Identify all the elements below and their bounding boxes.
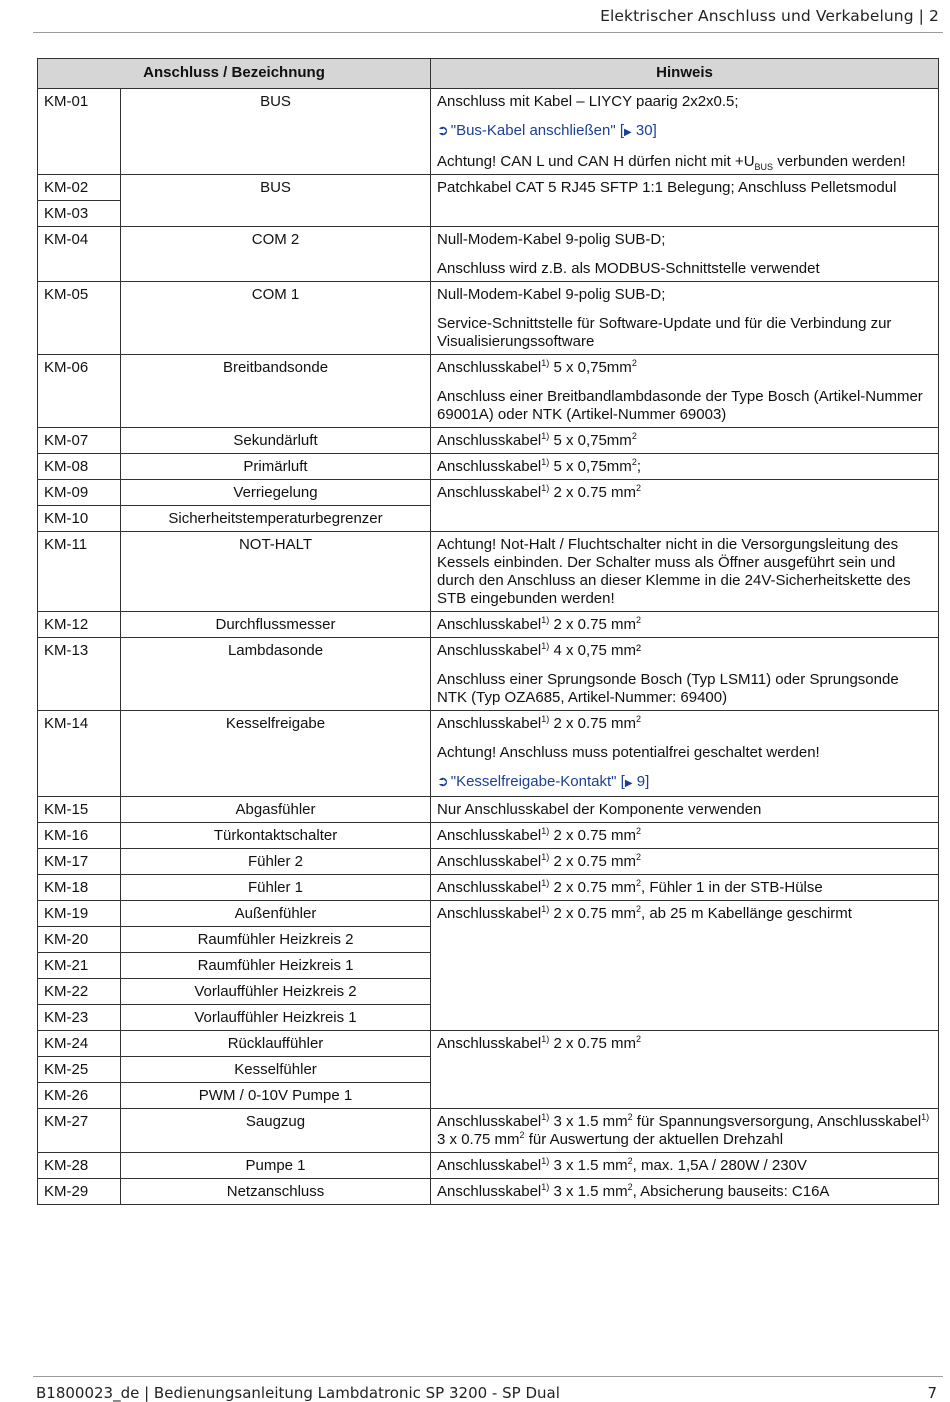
terminal-note: Anschlusskabel$^{1)}$ 2 x 0.75 $mm^2$ xyxy=(431,612,939,638)
note-line: Achtung! Anschluss muss potentialfrei geschaltet werden! xyxy=(437,744,820,761)
cross-reference[interactable]: ➲ "Kesselfreigabe-Kontakt" [▶ 9] xyxy=(437,773,650,790)
terminal-name: Fühler 2 xyxy=(121,849,431,875)
terminal-id: KM-04 xyxy=(38,227,121,282)
terminal-id: KM-28 xyxy=(38,1153,121,1179)
terminal-id: KM-11 xyxy=(38,532,121,612)
terminal-id: KM-21 xyxy=(38,953,121,979)
terminal-name: COM 2 xyxy=(121,227,431,282)
terminal-name: Lambdasonde xyxy=(121,638,431,711)
document-title: B1800023_de | Bedienungsanleitung Lambdatronic SP 3200 - SP Dual xyxy=(36,1384,560,1402)
table-row xyxy=(38,875,939,901)
terminal-id: KM-01 xyxy=(38,89,121,175)
note-line: Anschlusskabel$^{1)}$ 4 x 0,75 mm² xyxy=(437,641,641,659)
reference-link[interactable]: "Bus-Kabel anschließen" xyxy=(450,122,616,139)
terminal-note: Achtung! Not-Halt / Fluchtschalter nicht in die Versorgungsleitung des Kessels einbinden. Der Schalter muss als Öffner ausgeführt sein und durch den Anschluss an dieser Klemme in die 24V-Sicherheitskette des STB eingebunden werden! xyxy=(431,532,939,612)
reference-link[interactable]: "Kesselfreigabe-Kontakt" xyxy=(450,773,617,790)
terminal-note: Anschlusskabel$^{1)}$ 3 x 1.5 $mm^2$ für Spannungsversorgung, Anschlusskabel$^{1)}$ 3 x 0.75 $mm^2$ für Auswertung der aktuellen Drehzahl xyxy=(431,1109,939,1153)
terminal-id: KM-29 xyxy=(38,1179,121,1205)
terminal-note: Anschlusskabel$^{1)}$ 2 x 0.75 $mm^2$ xyxy=(431,480,939,532)
terminal-note xyxy=(431,711,939,797)
terminal-id: KM-07 xyxy=(38,428,121,454)
arrow-right-icon: ➲ xyxy=(437,123,449,139)
terminal-name: BUS xyxy=(121,175,431,227)
note-line: Null-Modem-Kabel 9-polig SUB-D; xyxy=(437,231,666,248)
table-row xyxy=(38,901,939,927)
reference-page: 30 xyxy=(635,122,653,139)
table-row xyxy=(38,532,939,612)
terminal-id: KM-19 xyxy=(38,901,121,927)
terminal-note xyxy=(431,227,939,282)
table-row xyxy=(38,1179,939,1205)
column-header-connection: Anschluss / Bezeichnung xyxy=(38,59,431,89)
terminal-name: Rücklauffühler xyxy=(121,1031,431,1057)
terminal-id: KM-25 xyxy=(38,1057,121,1083)
terminal-name: Türkontaktschalter xyxy=(121,823,431,849)
cross-reference[interactable]: ➲ "Bus-Kabel anschließen" [▶ 30] xyxy=(437,122,657,139)
terminal-name: Kesselfühler xyxy=(121,1057,431,1083)
terminal-id: KM-06 xyxy=(38,355,121,428)
terminal-note: Anschlusskabel$^{1)}$ 3 x 1.5 $mm^2$, max. 1,5A / 280W / 230V xyxy=(431,1153,939,1179)
note-line: Anschlusskabel$^{1)}$ 2 x 0.75 $mm^2$ xyxy=(437,714,641,732)
terminal-name: Abgasfühler xyxy=(121,797,431,823)
terminal-id: KM-03 xyxy=(38,201,121,227)
terminal-id: KM-18 xyxy=(38,875,121,901)
terminal-id: KM-20 xyxy=(38,927,121,953)
column-header-note: Hinweis xyxy=(431,59,939,89)
terminal-id: KM-26 xyxy=(38,1083,121,1109)
terminal-id: KM-22 xyxy=(38,979,121,1005)
table-header-row xyxy=(38,59,939,89)
terminal-name: Saugzug xyxy=(121,1109,431,1153)
terminal-note xyxy=(431,638,939,711)
terminal-id: KM-27 xyxy=(38,1109,121,1153)
table-row xyxy=(38,1031,939,1057)
terminal-name: Raumfühler Heizkreis 2 xyxy=(121,927,431,953)
terminal-name: NOT-HALT xyxy=(121,532,431,612)
terminal-id: KM-02 xyxy=(38,175,121,201)
terminal-note: Anschlusskabel$^{1)}$ 2 x 0.75 $mm^2$ xyxy=(431,1031,939,1109)
terminal-id: KM-23 xyxy=(38,1005,121,1031)
terminal-name: Breitbandsonde xyxy=(121,355,431,428)
terminal-note: Anschlusskabel$^{1)}$ 3 x 1.5 $mm^2$, Absicherung bauseits: C16A xyxy=(431,1179,939,1205)
table-row xyxy=(38,355,939,428)
table-row xyxy=(38,1109,939,1153)
terminal-note: Anschlusskabel$^{1)}$ 5 x $0,75mm^2$ xyxy=(431,428,939,454)
terminal-id: KM-14 xyxy=(38,711,121,797)
terminal-id: KM-17 xyxy=(38,849,121,875)
terminal-id: KM-12 xyxy=(38,612,121,638)
terminal-name: BUS xyxy=(121,89,431,175)
terminal-note: Anschlusskabel$^{1)}$ 2 x 0.75 $mm^2$ xyxy=(431,849,939,875)
page-number: 7 xyxy=(927,1384,937,1402)
terminal-name: Verriegelung xyxy=(121,480,431,506)
terminal-note: Anschlusskabel$^{1)}$ 2 x 0.75 $mm^2$, Fühler 1 in der STB-Hülse xyxy=(431,875,939,901)
terminal-name: Sicherheitstemperaturbegrenzer xyxy=(121,506,431,532)
table-row xyxy=(38,454,939,480)
page-footer xyxy=(33,1376,943,1402)
terminal-note: Anschlusskabel$^{1)}$ 2 x 0.75 $mm^2$, ab 25 m Kabellänge geschirmt xyxy=(431,901,939,1031)
table-row xyxy=(38,797,939,823)
terminal-note xyxy=(431,355,939,428)
terminal-name: Raumfühler Heizkreis 1 xyxy=(121,953,431,979)
table-row xyxy=(38,282,939,355)
subscript: BUS xyxy=(754,162,774,172)
terminal-id: KM-15 xyxy=(38,797,121,823)
table-row xyxy=(38,849,939,875)
note-line: Anschluss mit Kabel – LIYCY paarig 2x2x0.5; xyxy=(437,93,739,110)
page-header xyxy=(33,0,943,33)
terminal-id: KM-05 xyxy=(38,282,121,355)
note-line: Anschluss einer Breitbandlambdasonde der Type Bosch (Artikel-Nummer 69001A) oder NTK (Artikel-Nummer 69003) xyxy=(437,388,923,423)
table-row xyxy=(38,711,939,797)
table-row xyxy=(38,428,939,454)
table-row xyxy=(38,1153,939,1179)
terminal-note xyxy=(431,282,939,355)
terminal-note: Nur Anschlusskabel der Komponente verwenden xyxy=(431,797,939,823)
terminal-name: Vorlauffühler Heizkreis 1 xyxy=(121,1005,431,1031)
reference-page: 9 xyxy=(636,773,646,790)
terminal-id: KM-24 xyxy=(38,1031,121,1057)
terminal-id: KM-08 xyxy=(38,454,121,480)
terminal-name: Fühler 1 xyxy=(121,875,431,901)
note-line: Service-Schnittstelle für Software-Update und für die Verbindung zur Visualisierungssoftware xyxy=(437,315,892,350)
terminal-id: KM-16 xyxy=(38,823,121,849)
triangle-right-icon: ▶ xyxy=(624,778,633,789)
terminal-name: Sekundärluft xyxy=(121,428,431,454)
terminal-note: Anschlusskabel$^{1)}$ 5 x $0,75mm^2$; xyxy=(431,454,939,480)
terminal-name: Durchflussmesser xyxy=(121,612,431,638)
table-row xyxy=(38,89,939,175)
terminal-name: Außenfühler xyxy=(121,901,431,927)
header-title: Elektrischer Anschluss und Verkabelung | 2 xyxy=(600,7,939,25)
note-line: Anschluss einer Sprungsonde Bosch (Typ LSM11) oder Sprungsonde NTK (Typ OZA685, Artikel-Nummer: 69400) xyxy=(437,671,899,706)
terminal-note: Anschlusskabel$^{1)}$ 2 x 0.75 $mm^2$ xyxy=(431,823,939,849)
table-row xyxy=(38,480,939,506)
arrow-right-icon: ➲ xyxy=(437,774,449,790)
terminal-id: KM-10 xyxy=(38,506,121,532)
terminal-id: KM-13 xyxy=(38,638,121,711)
terminal-name: Vorlauffühler Heizkreis 2 xyxy=(121,979,431,1005)
terminal-name: Kesselfreigabe xyxy=(121,711,431,797)
terminal-name: Netzanschluss xyxy=(121,1179,431,1205)
terminal-name: Pumpe 1 xyxy=(121,1153,431,1179)
terminal-id: KM-09 xyxy=(38,480,121,506)
terminal-name: COM 1 xyxy=(121,282,431,355)
note-line: Anschluss wird z.B. als MODBUS-Schnittstelle verwendet xyxy=(437,260,820,277)
triangle-right-icon: ▶ xyxy=(624,127,632,138)
note-line: Anschlusskabel$^{1)}$ 5 x $0,75mm^2$ xyxy=(437,358,637,376)
terminal-name: PWM / 0-10V Pumpe 1 xyxy=(121,1083,431,1109)
terminal-name: Primärluft xyxy=(121,454,431,480)
table-row xyxy=(38,823,939,849)
terminal-note: Patchkabel CAT 5 RJ45 SFTP 1:1 Belegung; Anschluss Pelletsmodul xyxy=(431,175,939,227)
note-line: Null-Modem-Kabel 9-polig SUB-D; xyxy=(437,286,666,303)
terminal-note xyxy=(431,89,939,175)
note-line: Achtung! CAN L und CAN H dürfen nicht mit $+U_{BUS}$ verbunden werden! xyxy=(437,153,906,172)
table-row xyxy=(38,227,939,282)
table-row xyxy=(38,612,939,638)
table-row xyxy=(38,638,939,711)
connection-table xyxy=(37,58,939,1205)
table-row xyxy=(38,175,939,201)
